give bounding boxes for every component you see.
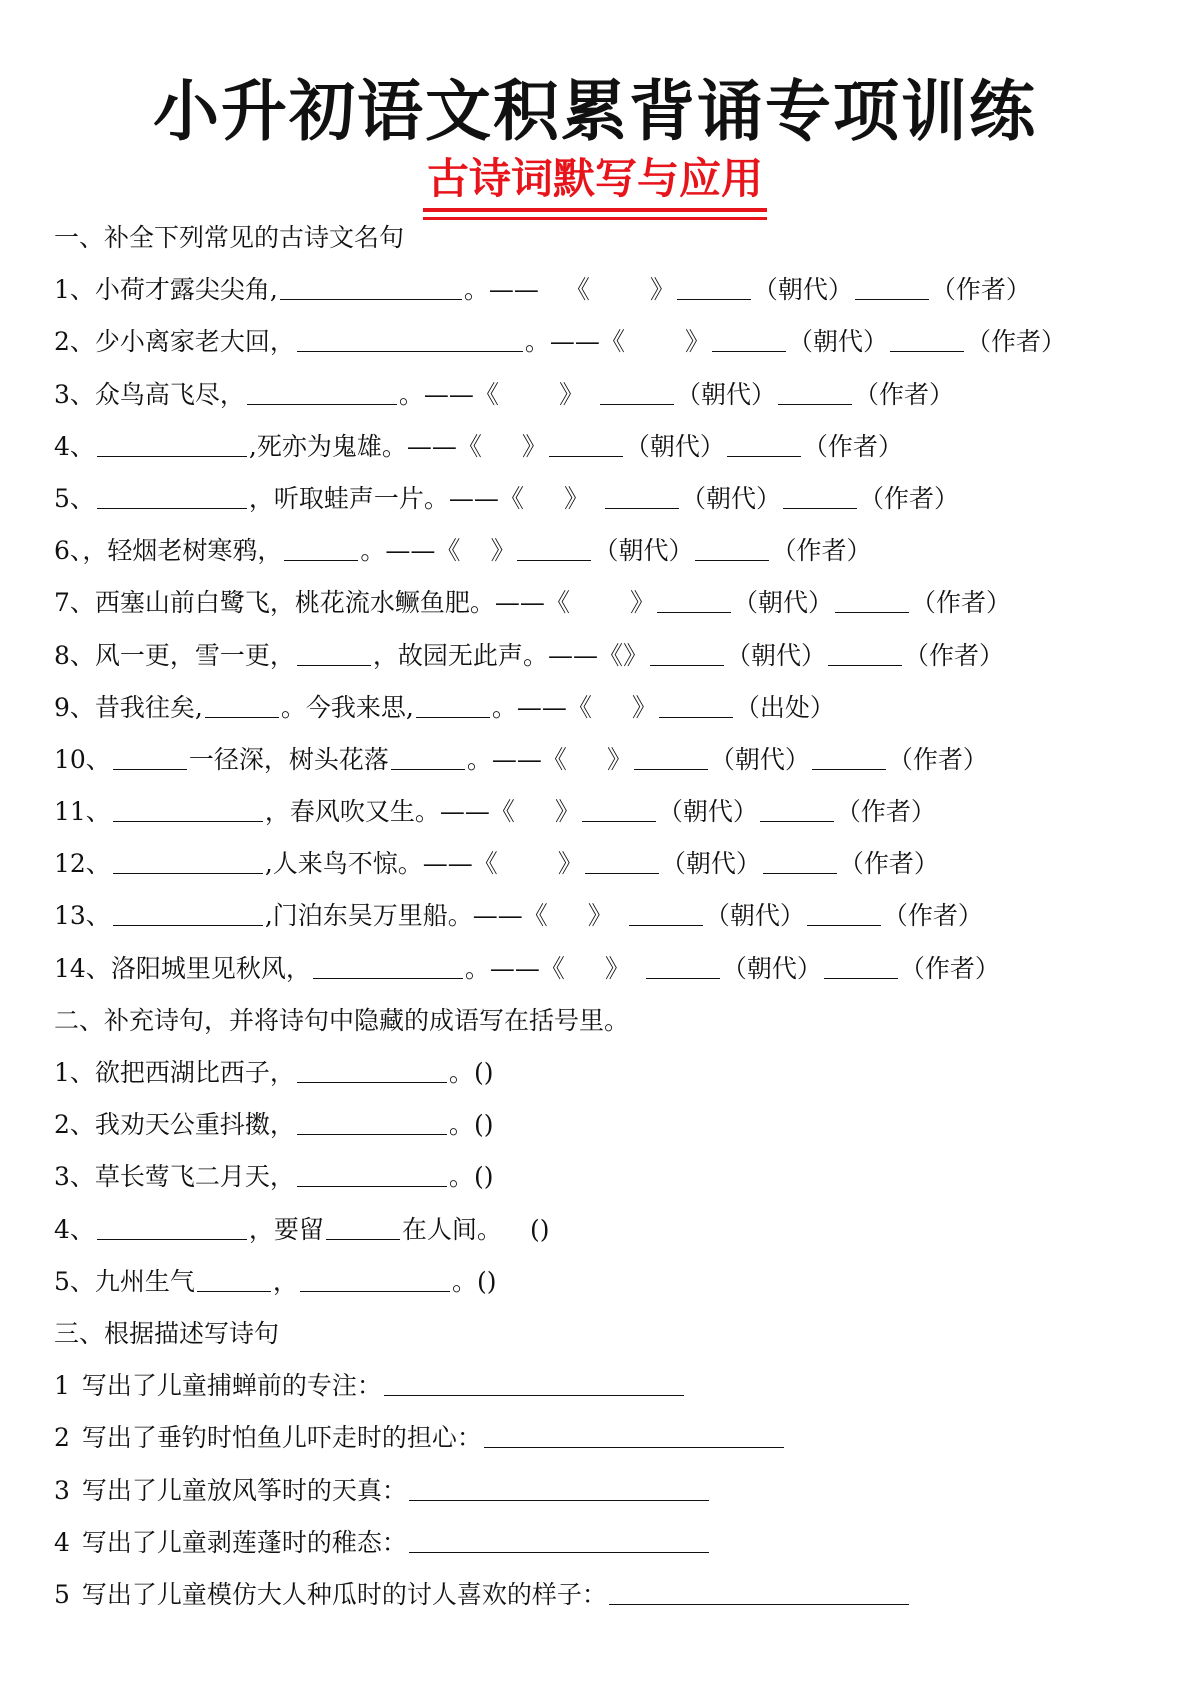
poem-text: 欲把西湖比西子， — [94, 1058, 295, 1087]
author-label: （作者） — [835, 797, 936, 827]
title-open: 《 — [541, 744, 567, 774]
dash: 。—— — [469, 588, 545, 618]
author-label: （作者） — [771, 536, 872, 566]
poem-text: 一径深，树头花落 — [188, 744, 389, 774]
question-number: 4、 — [54, 1214, 95, 1244]
title-close: 》 — [604, 953, 630, 983]
question-line-3-1 — [54, 1360, 1174, 1412]
question-number: 5 — [54, 1579, 70, 1609]
question-number: 9、 — [54, 692, 95, 722]
author-label: （作者） — [930, 275, 1031, 305]
title-close: 》 — [629, 588, 655, 618]
answer-blank[interactable] — [280, 277, 462, 300]
description-text: 写出了儿童捕蝉前的专注： — [81, 1371, 382, 1401]
question-line-1-7 — [54, 577, 1174, 629]
answer-blank[interactable] — [97, 434, 247, 457]
author-label: （作者） — [882, 901, 983, 931]
question-number: 14、 — [54, 953, 111, 983]
description-text: 写出了垂钓时怕鱼儿吓走时的担心： — [81, 1423, 482, 1453]
author-label: （作者） — [802, 431, 903, 461]
poem-text: ,门泊东吴万里船 — [264, 901, 448, 931]
poem-text: 小荷才露尖尖角, — [94, 275, 278, 305]
dash: 。—— — [524, 327, 600, 357]
subtitle-wrap — [0, 152, 1190, 212]
question-number: 8、 — [54, 640, 95, 670]
poem-text: ，轻烟老树寒鸦， — [82, 536, 283, 566]
dash: 。—— — [463, 275, 539, 305]
poem-text: 昔我往矣, — [94, 692, 203, 722]
answer-blank[interactable] — [297, 329, 523, 352]
title-close: 》 — [587, 901, 613, 931]
author-label: （作者） — [858, 483, 959, 513]
dynasty-blank[interactable] — [600, 382, 674, 405]
dynasty-blank[interactable] — [582, 799, 656, 822]
answer-blank[interactable] — [391, 747, 465, 770]
title-open: 《 — [456, 431, 482, 461]
poem-text: 少小离家老大回， — [94, 327, 295, 357]
question-number: 5、 — [54, 1266, 95, 1296]
dynasty-label: （朝代） — [675, 379, 776, 409]
poem-text: 风一更，雪一更， — [94, 640, 295, 670]
answer-blank[interactable] — [205, 695, 279, 718]
answer-blank[interactable] — [97, 1217, 247, 1240]
answer-blank[interactable] — [113, 851, 263, 874]
answer-blank[interactable] — [313, 956, 463, 979]
answer-blank[interactable] — [247, 382, 397, 405]
question-lines — [54, 212, 1174, 1621]
idiom-parenthesis[interactable]: () — [473, 1162, 494, 1192]
dash: 。—— — [381, 431, 457, 461]
poem-text: 众鸟高飞尽， — [94, 379, 245, 409]
question-line-1-3 — [54, 369, 1174, 421]
question-line-1-1 — [54, 264, 1174, 316]
dynasty-label: （朝代） — [657, 797, 758, 827]
poem-text: ,死亦为鬼雄 — [248, 431, 382, 461]
period: 。 — [448, 1162, 474, 1192]
question-number: 5、 — [54, 483, 95, 513]
poem-text: 。今我来思, — [280, 692, 414, 722]
question-number: 10、 — [54, 744, 111, 774]
idiom-parenthesis[interactable]: () — [529, 1214, 550, 1244]
author-blank[interactable] — [807, 903, 881, 926]
poem-text: ，春风吹又生 — [264, 797, 415, 827]
dynasty-label: （朝代） — [624, 431, 725, 461]
dynasty-blank[interactable] — [650, 643, 724, 666]
dynasty-label: （朝代） — [660, 849, 761, 879]
question-line-1-5 — [54, 473, 1174, 525]
title-close: 》 — [490, 536, 516, 566]
title-close: 》 — [631, 692, 657, 722]
answer-blank[interactable] — [409, 1530, 709, 1553]
author-label: （作者） — [899, 953, 1000, 983]
title-open: 《 — [472, 849, 498, 879]
page-subtitle: 古诗词默写与应用 — [423, 152, 767, 212]
poem-text: 九州生气 — [94, 1266, 195, 1296]
description-text: 写出了儿童模仿大人种瓜时的讨人喜欢的样子： — [81, 1579, 607, 1609]
question-number: 3、 — [54, 379, 95, 409]
section-heading-1: 一、补全下列常见的古诗文名句 — [54, 223, 405, 252]
title-close: 》 — [622, 640, 648, 670]
question-number: 13、 — [54, 901, 111, 931]
answer-blank[interactable] — [484, 1425, 784, 1448]
title-close: 》 — [563, 483, 589, 513]
section-heading-2: 二、补充诗句，并将诗句中隐藏的成语写在括号里。 — [54, 1005, 630, 1035]
dynasty-label: （朝代） — [593, 536, 694, 566]
author-label: （作者） — [887, 744, 988, 774]
period: 。 — [451, 1266, 477, 1296]
answer-blank[interactable] — [300, 1269, 450, 1292]
source-label: （出处） — [734, 692, 835, 722]
answer-blank[interactable] — [297, 1060, 447, 1083]
title-close: 》 — [606, 744, 632, 774]
description-text: 写出了儿童剥莲蓬时的稚态： — [81, 1527, 407, 1557]
answer-blank[interactable] — [416, 695, 490, 718]
author-label: （作者） — [910, 588, 1011, 618]
author-blank[interactable] — [890, 329, 964, 352]
dynasty-blank[interactable] — [629, 903, 703, 926]
question-number: 7、 — [54, 588, 95, 618]
page-title: 小升初语文积累背诵专项训练 — [153, 73, 1037, 150]
poem-text: 西塞山前白鹭飞，桃花流水鳜鱼肥 — [94, 588, 470, 618]
question-line-2-4 — [54, 1204, 1174, 1256]
author-label: （作者） — [904, 640, 1005, 670]
question-line-1-12 — [54, 838, 1174, 890]
dynasty-blank[interactable] — [677, 277, 751, 300]
dynasty-blank[interactable] — [657, 590, 731, 613]
question-line-1-9 — [54, 682, 1174, 734]
question-number: 11、 — [54, 797, 111, 827]
idiom-parenthesis[interactable]: () — [473, 1058, 494, 1087]
question-number: 12、 — [54, 849, 111, 879]
question-line-1-2 — [54, 316, 1174, 368]
dash: 。—— — [398, 379, 474, 409]
question-line-2-3 — [54, 1151, 1174, 1203]
poem-text: 洛阳城里见秋风， — [110, 953, 311, 983]
dynasty-blank[interactable] — [549, 434, 623, 457]
author-blank[interactable] — [760, 799, 834, 822]
dash: 。—— — [466, 744, 542, 774]
dash: 。—— — [447, 901, 523, 931]
question-number: 1 — [54, 1371, 70, 1401]
dynasty-blank[interactable] — [646, 956, 720, 979]
dash: 。—— — [414, 797, 490, 827]
question-line-2-1 — [54, 1047, 1174, 1099]
answer-blank[interactable] — [297, 1164, 447, 1187]
author-blank[interactable] — [695, 538, 769, 561]
answer-blank[interactable] — [297, 643, 371, 666]
dash: 。—— — [397, 849, 473, 879]
question-number: 3、 — [54, 1162, 95, 1192]
poem-text: ，要留 — [248, 1214, 324, 1244]
title-close: 》 — [557, 849, 583, 879]
question-number: 1、 — [54, 1058, 95, 1087]
dynasty-label: （朝代） — [732, 588, 833, 618]
period: 。 — [448, 1110, 474, 1140]
poem-text: 我劝天公重抖擞， — [94, 1110, 295, 1140]
answer-blank[interactable] — [113, 747, 187, 770]
dynasty-label: （朝代） — [787, 327, 888, 357]
poem-text: 草长莺飞二月天， — [94, 1162, 295, 1192]
answer-blank[interactable] — [384, 1373, 684, 1396]
dash: 。—— — [360, 536, 436, 566]
title-open: 《 — [522, 901, 548, 931]
title-open: 《 — [564, 275, 590, 305]
dynasty-blank[interactable] — [712, 329, 786, 352]
author-blank[interactable] — [812, 747, 886, 770]
title-close: 》 — [649, 275, 675, 305]
dash: 。—— — [423, 483, 499, 513]
author-blank[interactable] — [855, 277, 929, 300]
question-number: 3 — [54, 1475, 70, 1505]
title-close: 》 — [684, 327, 710, 357]
question-line-1-4 — [54, 421, 1174, 473]
title-open: 《 — [473, 379, 499, 409]
title-open: 《 — [599, 327, 625, 357]
period: 。 — [448, 1058, 474, 1087]
title-open: 《 — [539, 953, 565, 983]
question-line-3-4 — [54, 1517, 1174, 1569]
answer-blank[interactable] — [284, 538, 358, 561]
dynasty-label: （朝代） — [704, 901, 805, 931]
question-number: 4、 — [54, 431, 95, 461]
description-text: 写出了儿童放风筝时的天真： — [81, 1475, 407, 1505]
poem-text: ， — [272, 1266, 298, 1296]
author-label: （作者） — [838, 849, 939, 879]
title-open: 《 — [435, 536, 461, 566]
question-line-3-5 — [54, 1569, 1174, 1621]
dynasty-label: （朝代） — [721, 953, 822, 983]
answer-blank[interactable] — [297, 1112, 447, 1135]
question-number: 4 — [54, 1527, 70, 1557]
answer-blank[interactable] — [97, 486, 247, 509]
question-line-1-6 — [54, 525, 1174, 577]
question-line-1-14 — [54, 943, 1174, 995]
section-heading-3: 三、根据描述写诗句 — [54, 1318, 280, 1348]
question-number: 2、 — [54, 1110, 95, 1140]
dash: 。—— — [522, 640, 598, 670]
author-label: （作者） — [853, 379, 954, 409]
author-blank[interactable] — [835, 590, 909, 613]
author-label: （作者） — [965, 327, 1066, 357]
dynasty-label: （朝代） — [709, 744, 810, 774]
answer-blank[interactable] — [113, 903, 263, 926]
answer-blank[interactable] — [197, 1269, 271, 1292]
question-number: 6、 — [54, 536, 83, 566]
answer-blank[interactable] — [609, 1582, 909, 1605]
answer-blank[interactable] — [326, 1217, 400, 1240]
poem-text: ，故园无此声 — [372, 640, 523, 670]
title-close: 》 — [554, 797, 580, 827]
answer-blank[interactable] — [113, 799, 263, 822]
poem-text: ,人来鸟不惊 — [264, 849, 398, 879]
idiom-parenthesis[interactable]: () — [473, 1110, 494, 1140]
dynasty-blank[interactable] — [634, 747, 708, 770]
dynasty-blank[interactable] — [585, 851, 659, 874]
question-number: 1、 — [54, 275, 95, 305]
title-open: 《 — [489, 797, 515, 827]
source-blank[interactable] — [659, 695, 733, 718]
title-close: 》 — [558, 379, 584, 409]
author-blank[interactable] — [828, 643, 902, 666]
question-number: 2 — [54, 1423, 70, 1453]
question-line-1-13 — [54, 890, 1174, 942]
author-blank[interactable] — [824, 956, 898, 979]
dynasty-blank[interactable] — [605, 486, 679, 509]
title-open: 《 — [566, 692, 592, 722]
question-number: 2、 — [54, 327, 95, 357]
title-open: 《 — [597, 640, 623, 670]
dash: 。—— — [464, 953, 540, 983]
question-line-1-11 — [54, 786, 1174, 838]
poem-text: ，听取蛙声一片 — [248, 483, 424, 513]
answer-blank[interactable] — [409, 1478, 709, 1501]
question-line-2-5 — [54, 1256, 1174, 1308]
author-blank[interactable] — [783, 486, 857, 509]
idiom-parenthesis[interactable]: () — [476, 1266, 497, 1296]
poem-text: 在人间。 — [401, 1214, 502, 1244]
title-open: 《 — [498, 483, 524, 513]
author-blank[interactable] — [778, 382, 852, 405]
dash: 。—— — [491, 692, 567, 722]
question-line-3-2 — [54, 1412, 1174, 1464]
dynasty-label: （朝代） — [680, 483, 781, 513]
title-open: 《 — [544, 588, 570, 618]
question-line-2-2 — [54, 1099, 1174, 1151]
dynasty-label: （朝代） — [752, 275, 853, 305]
question-line-1-8 — [54, 630, 1174, 682]
dynasty-label: （朝代） — [725, 640, 826, 670]
author-blank[interactable] — [763, 851, 837, 874]
question-line-3-3 — [54, 1465, 1174, 1517]
dynasty-blank[interactable] — [517, 538, 591, 561]
question-line-1-10 — [54, 734, 1174, 786]
author-blank[interactable] — [727, 434, 801, 457]
title-close: 》 — [521, 431, 547, 461]
